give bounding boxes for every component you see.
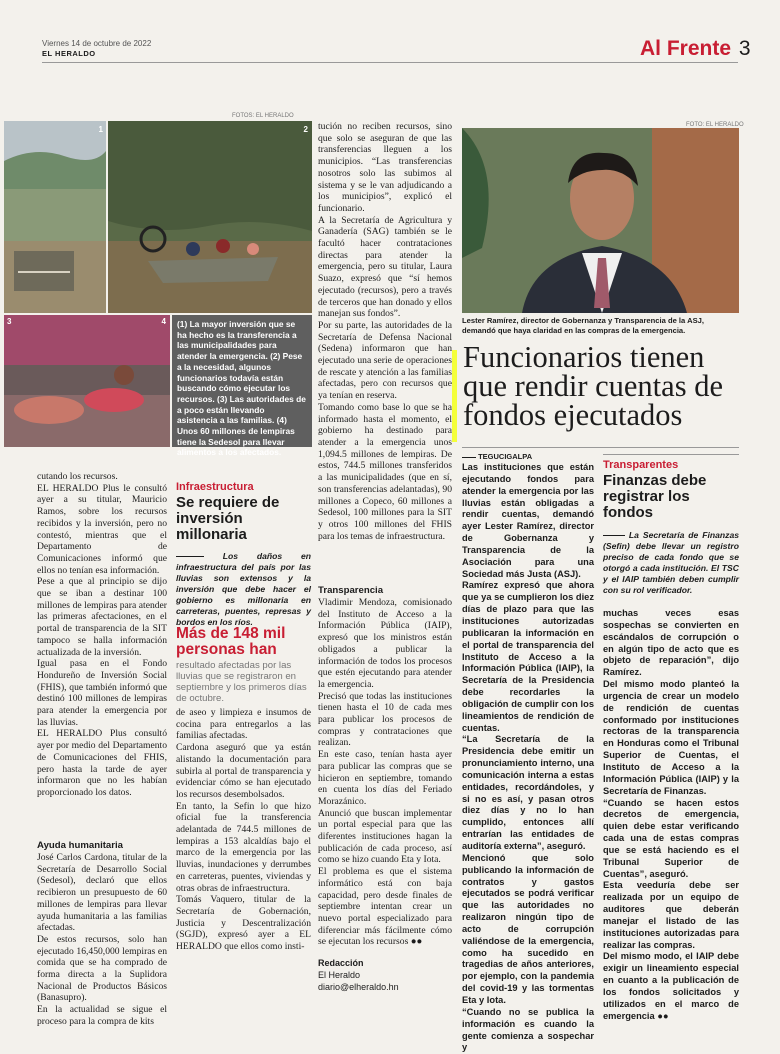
transparencia-subhead: Transparencia	[318, 585, 384, 596]
ayuda-subhead: Ayuda humanitaria	[37, 840, 124, 851]
photo-label-2: 2	[303, 125, 308, 134]
photo-caption-box	[172, 315, 312, 458]
transparentes-headline: Finanzas debe registrar los fondos	[603, 472, 707, 521]
dateline	[462, 452, 532, 461]
flood-photo-3	[4, 315, 170, 447]
infra-kicker: Infraestructura	[176, 481, 254, 493]
main-headline: Funcionarios tienen que rendir cuentas de fondos ejecutados	[463, 340, 723, 432]
section-title	[640, 37, 751, 61]
byline-label: Redacción	[318, 958, 364, 968]
photo-label-4: 4	[161, 317, 166, 326]
photo-caption: (1) La mayor inversión que se ha hecho es la transferencia a las municipalidades para atender la emergencia. (2) Pese a la necesidad, algunos funcionarios todavía están buscando cómo ejecutar los recursos. (3) Las autoridades de a poco están llevando asistencia a las familias. (4) Unos 60 millones de lempiras tiene la Sedesol para llevar alimentos a los afectados.	[177, 319, 306, 458]
byline-block	[318, 957, 399, 993]
infraestructura-box	[176, 481, 311, 628]
divider-main	[462, 447, 739, 448]
flood-photo-1	[4, 121, 106, 313]
highlight-mark	[452, 350, 457, 442]
column-c-text: tución no reciben recursos, sino que solo se aseguran de que las transferencias lleguen a los municipios. “Las transferencias nosotros solo las subimos al sistema y se le van adjudicando a los municipios”, explicó el funcionario. A la Secretaría de Agricultura y Ganadería (SAG) también se le facultó hacer contrataciones directas para atender la emergencia, pero su titular, Laura Suazo, expresó que “sí hemos ejecutado (recursos), pero a través de terceros que han donado y ellos manejan sus fondos”. Por su parte, las autoridades de la Secretaría de Defensa Nacional (Sedena) informaron que han ejecutado una serie de operaciones de rescate y atención a las familias afectadas, pero con recursos que ya tenían en reserva. Tomando como base lo que se ha informado hasta el momento, el gobierno ha destinado para atender a la emergencia unos 1,094.5 millones de lempiras. De estos, 744.5 millones transferidos a las municipalidades (que en sí, son transferencias adelantadas), 90 millones a Copeco, 60 millones a Sedesol, 100 millones para la SIT y otros 100 millones del FHIS para los temas de infraestructura.	[318, 121, 452, 542]
section-name: Al Frente	[640, 37, 732, 60]
dateline-rule	[462, 457, 476, 458]
boat-rescue-illustration	[108, 121, 312, 313]
flood-landscape-illustration	[4, 121, 106, 313]
transparentes-lead-text: La Secretaría de Finanzas (Sefin) debe llevar un registro preciso de cada fondo que se otorgó a cada institución. El TSC y el IAIP también deben cumplir con su rol verificador.	[603, 530, 740, 596]
main-story-col1: Las instituciones que están ejecutando fondos para atender la emergencia por las lluvias están obligadas a rendir cuentas, demandó ayer Lester Ramírez, director de Gobernanza y Transparencia de la Asociación para una Sociedad más Justa (ASJ). Ramírez expresó que ahora que ya se cumplieron los diez días de plazo para que las instituciones autorizadas publicaran la información en el portal de transparencia del Instituto de Acceso a la Información Pública (IAIP), la Secretaría de la Presidencia debe recordarles la obligación de cumplir con los lineamientos de rendición de cuentas. “La Secretaría de la Presidencia debe emitir un pronunciamiento interno, una comunicación interna a estas entidades, recordándoles, y si no es así, y pasan otros diez días y no lo han cumplido, entonces allí entrarían las entidades de auditoría externa”, aseguró. Mencionó que solo publicando la información de contratos y gastos ejecutados se podrá verificar que las autoridades no realizaron ningún tipo de acto de corrupción valiéndose de la emergencia, como ha sucedido en tragedias de años anteriores, por ejemplo, con la pandemia del covid-19 y las tormentas Eta y Iota. “Cuando no se publica la información es cuando la gente comienza a sospechar y	[462, 462, 594, 1053]
lester-ramirez-portrait	[462, 128, 739, 313]
dateline-text: TEGUCIGALPA	[478, 452, 533, 461]
infra-headline: Se requiere de inversión millonaria	[176, 494, 280, 543]
stat-text: resultado afectadas por las lluvias que se registraron en septiembre y los primeros días de octubre.	[176, 660, 307, 704]
infra-lead	[176, 551, 311, 628]
portrait-photo	[462, 128, 739, 313]
transparentes-kicker: Transparentes	[603, 459, 679, 471]
column-c-text-2: Vladimir Mendoza, comisionado del Instituto de Acceso a la Información Pública (IAIP), expresó que los ministros están obligados a publicar la información de todos los procesos que estén ejecutando para atender la emergencia. Precisó que todas las instituciones tienen hasta el 10 de cada mes para publicar los procesos de compras y contrataciones que realizan. En este caso, tenían hasta ayer para publicar las compras que se hicieron en septiembre, tomando en cuenta los días del Feriado Morazánico. Anunció que buscan implementar un portal especial para que las diferentes instituciones hagan la publicación de cada proceso, así como se hizo cuando Eta y Iota. El problema es que el sistema informático está con baja capacidad, pero desde finales de septiembre intentan crear un nuevo portal especializado para diferenciar más fácilmente cómo se ejecutan los recursos ●●	[318, 597, 452, 948]
flood-photo-2	[108, 121, 312, 313]
infra-lead-text: Los daños en infraestructura del país por las lluvias son extensos y la inversión que debe hacer el gobierno es millonaria en carreteras, puentes, represas y bordos en los ríos.	[176, 551, 311, 628]
stat-number: Más de 148 mil personas han	[176, 625, 286, 658]
stat-box	[176, 626, 311, 704]
byline-name: El Heraldo	[318, 970, 361, 980]
column-b-text: de aseo y limpieza e insumos de cocina para entregarlos a las familias afectadas. Cardona aseguró que ya están alistando la documentación para subirla al portal de transparencia y evidenciar cómo se han ejecutado los recursos desembolsados. En tanto, la Sefin lo que hizo oficial fue la transferencia adelantada de 744.5 millones de lempiras a 153 alcaldías bajo el marco de la emergencia por las lluvias, inundaciones y derrumbes en carreteras, puentes, viviendas y otras obras de infraestructura. Tomás Vaquero, titular de la Secretaría de Gobernación, Justicia y Descentralización (SGJD), expresó ayer a EL HERALDO que ellos como insti-	[176, 707, 311, 953]
portrait-caption-rest: demandó que haya claridad en las compras de la emergencia.	[462, 326, 686, 335]
main-story-col2: muchas veces esas sospechas se convierten en escándalos de corrupción o en algún tipo de acto que es objeto de reparación”, dijo Ramírez. Del mismo modo planteó la urgencia de crear un modelo de rendición de cuentas conformado por instituciones rectoras de la transparencia en Honduras como el Tribunal Superior de Cuentas, el Instituto de Acceso a la Información Pública (IAIP) y la Secretaría de Finanzas. “Cuando se hacen estos decretos de emergencia, quien debe estar verificando cada una de estas compras que se está haciendo es el Tribunal Superior de Cuentas”, aseguró. Esta veeduría debe ser realizada por un equipo de auditores que deberán manejar el listado de las instituciones autorizadas para realizar las compras. Del mismo modo, el IAIP debe exigir un lineamiento especial en cuanto a la publicación de los fondos solicitados y utilizados en el marco de emergencia ●●	[603, 608, 739, 1021]
portrait-caption	[462, 316, 739, 336]
masthead-date: Viernes 14 de octubre de 2022	[42, 39, 152, 48]
photo-credit-right: FOTO: EL HERALDO	[686, 122, 744, 128]
infra-rule	[176, 556, 204, 557]
shelter-families-illustration	[4, 315, 170, 447]
page-number: 3	[738, 37, 751, 60]
column-a-text: cutando los recursos. EL HERALDO Plus le consultó ayer a su titular, Mauricio Ramos, sobre los recursos recibidos y la inversión, pero no contestó, mientras que el Departamento de Comunicaciones informó que ellos no tenían esa información. Pese a que al principio se dijo que se iban a destinar 100 millones de lempiras para atender las primeras afectaciones, en el portal de transparencia de la SIT tampoco se halla información actualizada de la inversión. Igual pasa en el Fondo Hondureño de Inversión Social (FHIS), que también informó que destinó 100 millones de lempiras para atender la emergencia por las lluvias. EL HERALDO Plus consultó ayer por medio del Departamento de Comunicaciones del FHIS, pero hasta la tarde de ayer informaron que no les habían proporcionado los datos.	[37, 471, 167, 798]
byline-email: diario@elheraldo.hn	[318, 982, 399, 992]
masthead-rule	[42, 62, 738, 63]
transparentes-lead	[603, 530, 739, 596]
portrait-caption-name: Lester Ramírez, director de Gobernanza y Transparencia de la ASJ,	[462, 316, 704, 325]
transparentes-rule	[603, 535, 625, 536]
photo-credit-left: FOTOS: EL HERALDO	[232, 113, 294, 119]
masthead-logo: EL HERALDO	[42, 49, 96, 58]
sidebar-transparentes	[603, 454, 740, 596]
photo-label-3: 3	[7, 317, 12, 326]
photo-label-1: 1	[98, 125, 103, 134]
column-a-text-2: José Carlos Cardona, titular de la Secretaría de Desarrollo Social (Sedesol), declaró que ellos recibieron un presupuesto de 60 millones de lempiras para llevar ayuda humanitaria a las familias afectadas. De estos recursos, solo han ejecutado 16,450,000 lempiras en comida que se ha comprado de forma directa a la Suplidora Nacional de Productos Básicos (Banasupro). En la actualidad se sigue el proceso para la compra de kits	[37, 852, 167, 1027]
